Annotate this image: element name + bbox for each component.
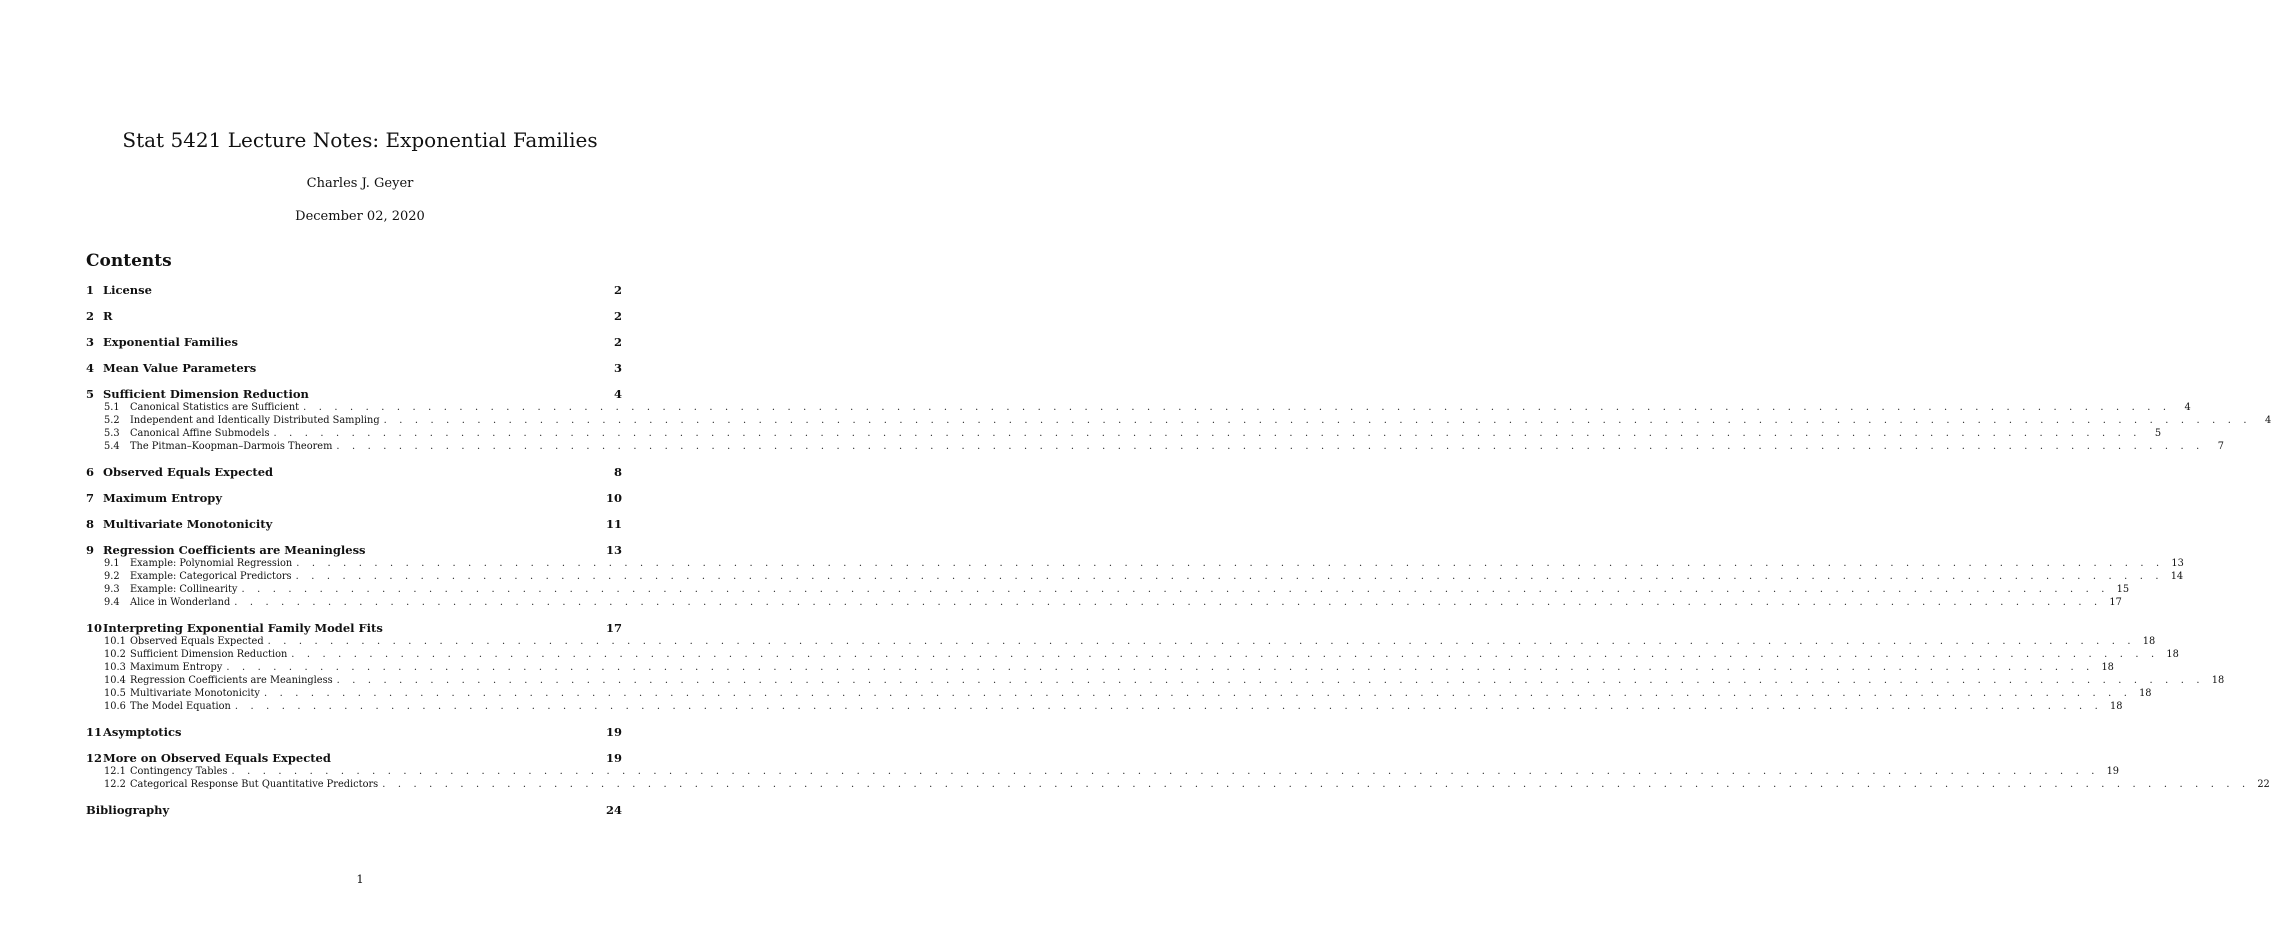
toc-subentry-number: 10.1 (104, 636, 126, 647)
toc-entry[interactable] (86, 309, 636, 323)
toc-subentry[interactable] (86, 557, 2184, 570)
toc-entry-label: R (103, 309, 113, 323)
toc-subentry-label: Multivariate Monotonicity (130, 688, 260, 699)
toc-entry-label: Observed Equals Expected (103, 465, 274, 479)
toc-entry-number: 7 (86, 491, 95, 505)
toc-subentry[interactable] (86, 635, 2156, 648)
toc-subentry-label: Independent and Identically Distributed Sampling (130, 415, 380, 426)
toc-entry[interactable] (86, 361, 636, 375)
toc-subentry[interactable] (86, 661, 2114, 674)
toc-subentry-number: 10.3 (104, 662, 126, 673)
toc-subentry-number: 10.5 (104, 688, 126, 699)
toc-subentry[interactable] (86, 687, 2152, 700)
toc-entry-label: License (103, 283, 152, 297)
toc-subentry-label: Alice in Wonderland (130, 597, 231, 608)
toc-subentry[interactable] (86, 440, 2224, 453)
dot-leader: . . . . . . . . . . . . . . . . . . . . . . . . . . . . . . . . . . . . . . . . . . . . . . . . . . . . . . . . . . . . . . . . . . . . . . . . . . . . . . . . . . . . . . . . . . . . . . . . . . . . . . . . . . . . . . . . . . . . . . . . (383, 415, 2252, 426)
toc-entry[interactable] (86, 491, 636, 505)
toc-subentry-label: Observed Equals Expected (130, 636, 264, 647)
toc-entry-number: 3 (86, 335, 95, 349)
toc-entry-page: 3 (613, 361, 622, 375)
toc-entry[interactable] (86, 621, 636, 635)
toc-subentry-label: Example: Polynomial Regression (130, 558, 293, 569)
toc-subentry-number: 9.3 (104, 584, 120, 595)
toc-subentry[interactable] (86, 401, 2191, 414)
toc-subentry-number: 5.2 (104, 415, 120, 426)
toc-section (86, 491, 636, 505)
toc-entry-number: 8 (86, 517, 95, 531)
toc-section (86, 517, 636, 531)
toc-entry-number: 10 (86, 621, 103, 635)
toc-subentry-label: The Model Equation (130, 701, 231, 712)
dot-leader: . . . . . . . . . . . . . . . . . . . . . . . . . . . . . . . . . . . . . . . . . . . . . . . . . . . . . . . . . . . . . . . . . . . . . . . . . . . . . . . . . . . . . . . . . . . . . . . . . . . . . . . . . . . . . . . . . . . . . . . . (336, 441, 2204, 452)
toc-subentry[interactable] (86, 778, 2270, 791)
document-date: December 02, 2020 (295, 209, 425, 224)
toc-subentry-number: 12.1 (104, 766, 126, 777)
dot-leader: . . . . . . . . . . . . . . . . . . . . . . . . . . . . . . . . . . . . . . . . . . . . . . . . . . . . . . . . . . . . . . . . . . . . . . . . . . . . . . . . . . . . . . . . . . . . . . . . . . . . . . . . . . . . . . . . . . . . . . . . (273, 428, 2142, 439)
toc-section (86, 283, 636, 297)
toc-entry-number: 5 (86, 387, 95, 401)
toc-entry[interactable] (86, 387, 636, 401)
dot-leader: . . . . . . . . . . . . . . . . . . . . . . . . . . . . . . . . . . . . . . . . . . . . . . . . . . . . . . . . . . . . . . . . . . . . . . . . . . . . . . . . . . . . . . . . . . . . . . . . . . . . . . . . . . . . . . . . . . . . . . . . (226, 662, 2094, 673)
toc-subentry-number: 10.2 (104, 649, 126, 660)
toc-subentry[interactable] (86, 700, 2123, 713)
toc-subentry[interactable] (86, 414, 2271, 427)
toc-subentry-page: 18 (2109, 701, 2123, 712)
table-of-contents (86, 283, 2271, 829)
toc-subentry-number: 12.2 (104, 779, 126, 790)
toc-subentry-label: Maximum Entropy (130, 662, 223, 673)
toc-entry-label: Regression Coefficients are Meaningless (103, 543, 366, 557)
toc-entry-label: Interpreting Exponential Family Model Fits (103, 621, 383, 635)
dot-leader: . . . . . . . . . . . . . . . . . . . . . . . . . . . . . . . . . . . . . . . . . . . . . . . . . . . . . . . . . . . . . . . . . . . . . . . . . . . . . . . . . . . . . . . . . . . . . . . . . . . . . . . . . . . . . . . . . . . . . . . . (296, 558, 2164, 569)
toc-section (86, 361, 636, 375)
toc-entry-page: 11 (605, 517, 622, 531)
toc-entry-page: 19 (605, 751, 622, 765)
document-title: Stat 5421 Lecture Notes: Exponential Families (122, 128, 598, 152)
toc-entry-label: Sufficient Dimension Reduction (103, 387, 309, 401)
toc-subentry-label: Canonical Statistics are Sufficient (130, 402, 300, 413)
toc-subentry-number: 9.2 (104, 571, 120, 582)
toc-subentry-page: 18 (2142, 636, 2156, 647)
document-author: Charles J. Geyer (306, 176, 414, 191)
toc-section (86, 543, 2184, 609)
dot-leader: . . . . . . . . . . . . . . . . . . . . . . . . . . . . . . . . . . . . . . . . . . . . . . . . . . . . . . . . . . . . . . . . . . . . . . . . . . . . . . . . . . . . . . . . . . . . . . . . . . . . . . . . . . . . . . . . . . . . . . . . (234, 597, 2102, 608)
toc-entry[interactable] (86, 465, 636, 479)
toc-entry-page: 24 (605, 803, 622, 817)
dot-leader: . . . . . . . . . . . . . . . . . . . . . . . . . . . . . . . . . . . . . . . . . . . . . . . . . . . . . . . . . . . . . . . . . . . . . . . . . . . . . . . . . . . . . . . . . . . . . . . . . . . . . . . . . . . . . . . . . . . . . . . . (234, 701, 2103, 712)
toc-subentry-number: 5.4 (104, 441, 120, 452)
toc-entry-page: 2 (613, 335, 622, 349)
toc-section (86, 621, 2225, 713)
toc-entry-label: Exponential Families (103, 335, 238, 349)
toc-entry[interactable] (86, 517, 636, 531)
toc-subentry-label: Contingency Tables (130, 766, 228, 777)
toc-section (86, 803, 636, 817)
toc-entry[interactable] (86, 335, 636, 349)
toc-subentry[interactable] (86, 765, 2120, 778)
toc-subentry-label: Example: Categorical Predictors (130, 571, 292, 582)
toc-entry-page: 10 (605, 491, 622, 505)
dot-leader: . . . . . . . . . . . . . . . . . . . . . . . . . . . . . . . . . . . . . . . . . . . . . . . . . . . . . . . . . . . . . . . . . . . . . . . . . . . . . . . . . . . . . . . . . . . . . . . . . . . . . . . . . . . . . . . . . . . . . . . . (231, 766, 2100, 777)
toc-entry-number: 11 (86, 725, 103, 739)
dot-leader: . . . . . . . . . . . . . . . . . . . . . . . . . . . . . . . . . . . . . . . . . . . . . . . . . . . . . . . . . . . . . . . . . . . . . . . . . . . . . . . . . . . . . . . . . . . . . . . . . . . . . . . . . . . . . . . . . . . . . . . . (303, 402, 2171, 413)
toc-subentry-label: Canonical Affine Submodels (130, 428, 270, 439)
toc-subentry-number: 10.4 (104, 675, 126, 686)
dot-leader: . . . . . . . . . . . . . . . . . . . . . . . . . . . . . . . . . . . . . . . . . . . . . . . . . . . . . . . . . . . . . . . . . . . . . . . . . . . . . . . . . . . . . . . . . . . . . . . . . . . . . . . . . . . . . . . . . . . . . . . . (263, 688, 2132, 699)
toc-entry-label: Asymptotics (103, 725, 182, 739)
toc-subentry-page: 17 (2109, 597, 2122, 608)
toc-subentry-number: 9.1 (104, 558, 120, 569)
toc-subentry[interactable] (86, 570, 2184, 583)
dot-leader: . . . . . . . . . . . . . . . . . . . . . . . . . . . . . . . . . . . . . . . . . . . . . . . . . . . . . . . . . . . . . . . . . . . . . . . . . . . . . . . . . . . . . . . . . . . . . . . . . . . . . . . . . . . . . . . . . . . . . . . . (267, 636, 2136, 647)
toc-entry-label: Multivariate Monotonicity (103, 517, 273, 531)
toc-subentry-page: 22 (2257, 779, 2270, 790)
toc-subentry-number: 5.1 (104, 402, 120, 413)
toc-entry-label: Maximum Entropy (103, 491, 222, 505)
toc-entry-label: Mean Value Parameters (103, 361, 257, 375)
toc-entry-page: 13 (605, 543, 622, 557)
toc-entry-number: 12 (86, 751, 103, 765)
toc-entry[interactable] (86, 725, 636, 739)
toc-entry[interactable] (86, 543, 636, 557)
toc-entry[interactable] (86, 751, 636, 765)
toc-subentry-page: 18 (2139, 688, 2152, 699)
toc-subentry-number: 10.6 (104, 701, 126, 712)
toc-entry[interactable] (86, 283, 636, 297)
toc-entry-page: 2 (613, 283, 622, 297)
toc-entry-number: 6 (86, 465, 95, 479)
toc-subentry-number: 5.3 (104, 428, 120, 439)
toc-subentry-page: 4 (2184, 402, 2191, 413)
toc-subentry-label: The Pitman–Koopman–Darmois Theorem (130, 441, 333, 452)
toc-section (86, 725, 636, 739)
contents-heading: Contents (86, 251, 172, 271)
toc-subentry-page: 18 (2166, 649, 2179, 660)
toc-entry-page: 2 (613, 309, 622, 323)
toc-subentry-number: 9.4 (104, 597, 120, 608)
page-number: 1 (356, 872, 364, 886)
toc-entry-number: 9 (86, 543, 95, 557)
toc-entry-label: More on Observed Equals Expected (103, 751, 331, 765)
dot-leader: . . . . . . . . . . . . . . . . . . . . . . . . . . . . . . . . . . . . . . . . . . . . . . . . . . . . . . . . . . . . . . . . . . . . . . . . . . . . . . . . . . . . . . . . . . . . . . . . . . . . . . . . . . . . . . . . . . . . . . . . (295, 571, 2164, 582)
dot-leader: . . . . . . . . . . . . . . . . . . . . . . . . . . . . . . . . . . . . . . . . . . . . . . . . . . . . . . . . . . . . . . . . . . . . . . . . . . . . . . . . . . . . . . . . . . . . . . . . . . . . . . . . . . . . . . . . . . . . . . . . (291, 649, 2159, 660)
dot-leader: . . . . . . . . . . . . . . . . . . . . . . . . . . . . . . . . . . . . . . . . . . . . . . . . . . . . . . . . . . . . . . . . . . . . . . . . . . . . . . . . . . . . . . . . . . . . . . . . . . . . . . . . . . . . . . . . . . . . . . . . (382, 779, 2250, 790)
toc-entry-page: 17 (605, 621, 622, 635)
toc-entry-number: 2 (86, 309, 95, 323)
toc-subentry-page: 7 (2217, 441, 2224, 452)
toc-subentry-page: 19 (2106, 766, 2120, 777)
toc-subentry-page: 18 (2101, 662, 2114, 673)
toc-entry-page: 8 (613, 465, 622, 479)
toc-subentry-label: Categorical Response But Quantitative Predictors (130, 779, 379, 790)
toc-subentry-page: 15 (2116, 584, 2130, 595)
dot-leader: . . . . . . . . . . . . . . . . . . . . . . . . . . . . . . . . . . . . . . . . . . . . . . . . . . . . . . . . . . . . . . . . . . . . . . . . . . . . . . . . . . . . . . . . . . . . . . . . . . . . . . . . . . . . . . . . . . . . . . . . (336, 675, 2205, 686)
dot-leader: . . . . . . . . . . . . . . . . . . . . . . . . . . . . . . . . . . . . . . . . . . . . . . . . . . . . . . . . . . . . . . . . . . . . . . . . . . . . . . . . . . . . . . . . . . . . . . . . . . . . . . . . . . . . . . . . . . . . . . . . (241, 584, 2110, 595)
toc-section (86, 387, 2271, 453)
toc-subentry-label: Example: Collinearity (130, 584, 238, 595)
toc-section (86, 335, 636, 349)
toc-subentry[interactable] (86, 674, 2225, 687)
toc-subentry-label: Regression Coefficients are Meaningless (130, 675, 333, 686)
toc-subentry-page: 13 (2171, 558, 2184, 569)
toc-subentry-page: 14 (2170, 571, 2184, 582)
toc-subentry-page: 18 (2211, 675, 2225, 686)
toc-section (86, 309, 636, 323)
toc-entry-page: 19 (605, 725, 622, 739)
toc-entry[interactable] (86, 803, 636, 817)
toc-subentry-label: Sufficient Dimension Reduction (130, 649, 288, 660)
toc-subentry[interactable] (86, 583, 2130, 596)
toc-entry-number: 1 (86, 283, 95, 297)
toc-subentry-page: 5 (2154, 428, 2162, 439)
toc-subentry[interactable] (86, 648, 2179, 661)
toc-section (86, 465, 636, 479)
toc-entry-number: 4 (86, 361, 95, 375)
toc-entry-label: Bibliography (86, 803, 170, 817)
toc-section (86, 751, 2270, 791)
toc-entry-page: 4 (613, 387, 622, 401)
toc-subentry-page: 4 (2264, 415, 2271, 426)
toc-subentry[interactable] (86, 596, 2122, 609)
toc-subentry[interactable] (86, 427, 2162, 440)
